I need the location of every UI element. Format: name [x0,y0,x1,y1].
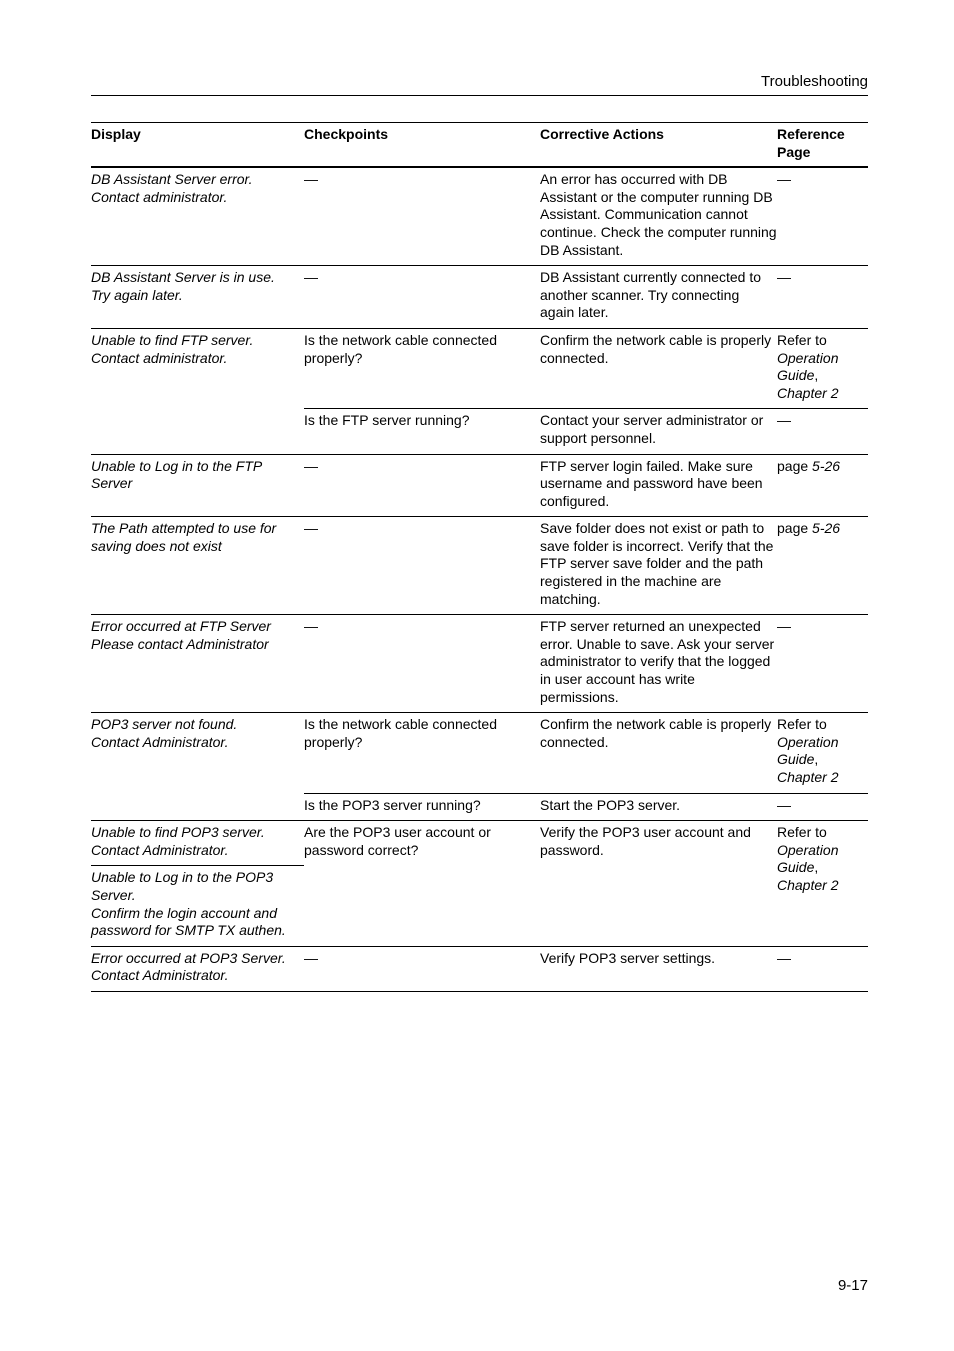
reference-prefix: page [777,520,809,537]
display-text: Unable to find POP3 server. Contact Administrator. [91,824,265,858]
corrective-action-cell: Start the POP3 server. [540,796,681,813]
reference-cell: — [777,269,791,286]
checkpoint-cell: Is the network cable connected properly? [304,716,498,750]
reference-chapter: Chapter 2 [777,876,839,893]
table-row [91,454,868,517]
page-number: 9-17 [837,1277,868,1294]
table-row [91,328,868,408]
reference-cell [777,821,868,947]
reference-chapter: Chapter 2 [777,769,839,785]
reference-prefix: page [777,457,809,474]
display-message [91,328,304,454]
reference-cell: — [777,618,791,635]
reference-cell [777,454,868,517]
display-text: Unable to Log in to the FTP Server [91,457,262,492]
reference-cell [777,328,868,408]
checkpoint-cell: — [304,949,318,966]
corrective-action-cell: FTP server login failed. Make sure username and password have been configured. [540,457,763,509]
corrective-action-cell: Contact your server administrator or support personnel. [540,412,764,446]
display-message [91,866,304,946]
display-text: Unable to Log in to the POP3 Server. Confirm the login account and password for SMTP TX authen. [91,869,286,939]
reference-page: 5-26 [812,520,841,537]
corrective-action-cell: Save folder does not exist or path to save folder is incorrect. Verify that the FTP server save folder and the path registered in the machine are matching. [540,520,774,607]
table-row [91,266,868,329]
reference-separator: , [814,367,819,384]
corrective-action-cell: An error has occurred with DB Assistant or the computer running DB Assistant. Communication cannot continue. Check the computer running DB Assistant. [540,171,777,258]
table-row [91,713,868,793]
display-text: The Path attempted to use for saving does not exist [91,520,277,554]
checkpoint-cell: — [304,171,318,188]
display-message [91,167,304,265]
reference-guide: Operation Guide [777,733,839,768]
reference-cell [777,517,868,615]
display-text: DB Assistant Server error. Contact administrator. [91,171,253,205]
table-header-row [91,123,868,168]
display-text: Unable to find FTP server. Contact administrator. [91,331,254,366]
display-message [91,713,304,821]
reference-cell [777,713,868,793]
reference-prefix: Refer to [777,716,827,733]
troubleshooting-table [91,122,868,992]
checkpoint-cell: Is the network cable connected properly? [304,331,498,366]
display-text: Error occurred at POP3 Server. Contact Administrator. [91,949,286,984]
checkpoint-cell: Is the POP3 server running? [304,796,481,813]
table-row [91,517,868,615]
display-text: POP3 server not found. Contact Administrator. [91,716,238,750]
checkpoint-cell: — [304,269,318,286]
column-header-checkpoints: Checkpoints [304,126,389,142]
checkpoint-cell: Is the FTP server running? [304,412,470,429]
checkpoint-cell: — [304,618,318,635]
reference-page: 5-26 [812,457,841,474]
table-row [91,946,868,991]
table-row [91,821,868,866]
display-message [91,517,304,615]
checkpoint-cell: — [304,457,318,474]
reference-prefix: Refer to [777,331,827,348]
corrective-action-cell: FTP server returned an unexpected error. Unable to save. Ask your server administrator to verify that the logged in user account has write permissions. [540,618,775,705]
corrective-action-cell: Verify POP3 server settings. [540,949,716,966]
column-header-reference-page: Reference Page [777,126,845,160]
table-row [91,615,868,713]
corrective-action-cell: Confirm the network cable is properly connected. [540,716,772,750]
display-message [91,821,304,866]
display-message [91,454,304,517]
column-header-display: Display [91,126,141,142]
table-row [91,167,868,265]
display-text: Error occurred at FTP Server Please contact Administrator [91,618,271,652]
corrective-action-cell: DB Assistant currently connected to another scanner. Try connecting again later. [540,269,761,321]
reference-separator: , [814,751,819,768]
display-message [91,946,304,991]
reference-cell: — [777,949,791,966]
display-text: DB Assistant Server is in use. Try again later. [91,269,275,303]
reference-separator: , [814,859,819,876]
reference-cell: — [777,412,791,429]
corrective-action-cell: Verify the POP3 user account and password. [540,824,751,858]
reference-guide: Operation Guide [777,349,839,384]
reference-guide: Operation Guide [777,841,839,876]
header-rule [91,95,868,96]
checkpoint-cell: — [304,520,318,537]
reference-cell: — [777,171,791,188]
reference-chapter: Chapter 2 [777,384,839,401]
reference-prefix: Refer to [777,824,827,841]
column-header-corrective-actions: Corrective Actions [540,126,664,142]
corrective-action-cell: Confirm the network cable is properly connected. [540,331,772,366]
reference-cell: — [777,796,791,813]
section-title: Troubleshooting [760,73,868,90]
display-message [91,615,304,713]
checkpoint-cell: Are the POP3 user account or password correct? [304,824,491,858]
display-message [91,266,304,329]
